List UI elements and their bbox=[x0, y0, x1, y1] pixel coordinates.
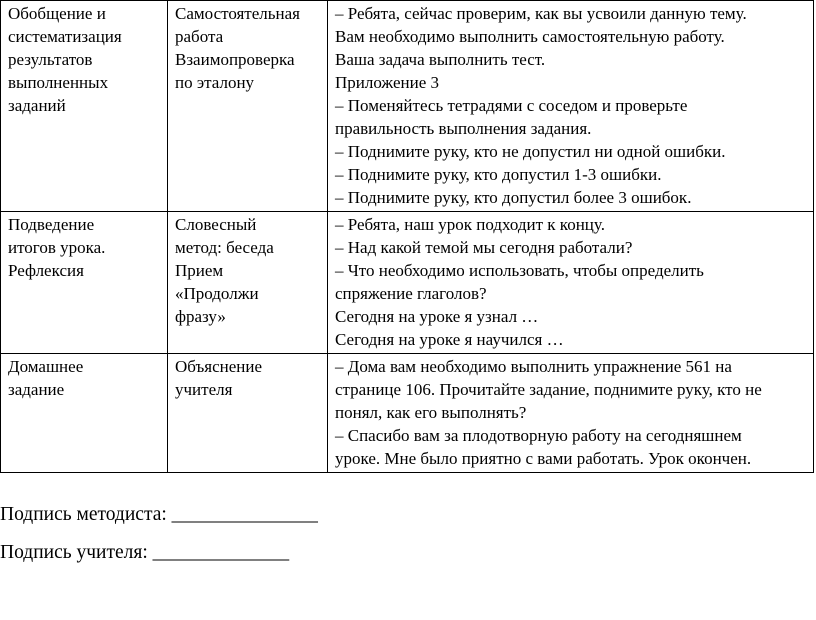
stage-text: Домашнее bbox=[8, 357, 84, 376]
content-text: – Что необходимо использовать, чтобы определить bbox=[335, 261, 704, 280]
stage-cell bbox=[1, 212, 168, 354]
content-text: Приложение 3 bbox=[335, 73, 439, 92]
method-text: учителя bbox=[175, 380, 233, 399]
content-text: Вам необходимо выполнить самостоятельную работу. bbox=[335, 27, 725, 46]
methodist-signature-line: Подпись методиста: _______________ bbox=[0, 504, 318, 525]
method-cell bbox=[168, 1, 328, 212]
content-text: – Дома вам необходимо выполнить упражнение 561 на bbox=[335, 357, 732, 376]
content-cell bbox=[328, 354, 814, 473]
stage-text: систематизация bbox=[8, 27, 122, 46]
method-cell bbox=[168, 354, 328, 473]
method-text: Словесный bbox=[175, 215, 257, 234]
content-text: – Поднимите руку, кто допустил 1-3 ошибки. bbox=[335, 165, 662, 184]
stage-text: Рефлексия bbox=[8, 261, 84, 280]
method-text: Прием bbox=[175, 261, 224, 280]
table-row bbox=[1, 212, 814, 354]
content-text: Сегодня на уроке я узнал … bbox=[335, 307, 539, 326]
method-text: фразу» bbox=[175, 307, 226, 326]
content-text: – Ребята, сейчас проверим, как вы усвоили данную тему. bbox=[335, 4, 747, 23]
method-text: работа bbox=[175, 27, 224, 46]
content-text: понял, как его выполнять? bbox=[335, 403, 527, 422]
content-text: – Ребята, наш урок подходит к концу. bbox=[335, 215, 605, 234]
method-text: Взаимопроверка bbox=[175, 50, 295, 69]
method-text: «Продолжи bbox=[175, 284, 259, 303]
content-text: – Спасибо вам за плодотворную работу на сегодняшнем bbox=[335, 426, 742, 445]
table-row bbox=[1, 354, 814, 473]
table-row bbox=[1, 1, 814, 212]
stage-text: результатов bbox=[8, 50, 93, 69]
stage-text: Подведение bbox=[8, 215, 95, 234]
content-text: странице 106. Прочитайте задание, поднимите руку, кто не bbox=[335, 380, 762, 399]
method-text: Самостоятельная bbox=[175, 4, 300, 23]
stage-text: выполненных bbox=[8, 73, 109, 92]
content-text: – Поднимите руку, кто допустил более 3 ошибок. bbox=[335, 188, 692, 207]
method-text: по эталону bbox=[175, 73, 255, 92]
method-text: Объяснение bbox=[175, 357, 263, 376]
stage-cell bbox=[1, 354, 168, 473]
method-text: метод: беседа bbox=[175, 238, 274, 257]
stage-text: задание bbox=[8, 380, 65, 399]
content-text: – Поменяйтесь тетрадями с соседом и проверьте bbox=[335, 96, 688, 115]
content-text: – Поднимите руку, кто не допустил ни одной ошибки. bbox=[335, 142, 726, 161]
teacher-signature-line: Подпись учителя: ______________ bbox=[0, 542, 290, 563]
content-text: Сегодня на уроке я научился … bbox=[335, 330, 564, 349]
stage-text: итогов урока. bbox=[8, 238, 106, 257]
content-text: Ваша задача выполнить тест. bbox=[335, 50, 546, 69]
content-text: уроке. Мне было приятно с вами работать. Урок окончен. bbox=[335, 449, 752, 468]
stage-text: Обобщение и bbox=[8, 4, 106, 23]
content-text: – Над какой темой мы сегодня работали? bbox=[335, 238, 633, 257]
method-cell bbox=[168, 212, 328, 354]
content-text: правильность выполнения задания. bbox=[335, 119, 592, 138]
stage-cell bbox=[1, 1, 168, 212]
content-text: спряжение глаголов? bbox=[335, 284, 487, 303]
stage-text: заданий bbox=[8, 96, 66, 115]
content-cell bbox=[328, 1, 814, 212]
content-cell bbox=[328, 212, 814, 354]
